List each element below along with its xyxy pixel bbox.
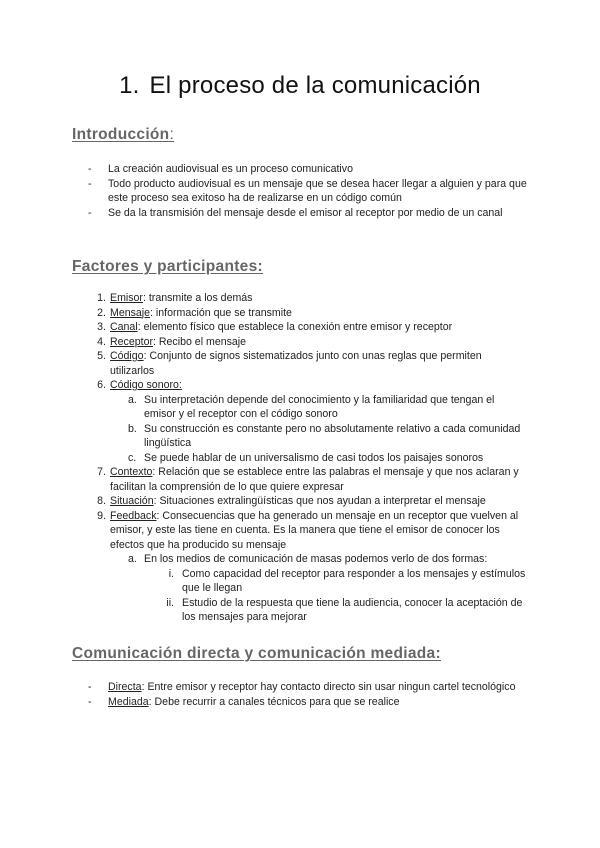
title-text: El proceso de la comunicación — [149, 72, 481, 99]
direct-heading-text: Comunicación directa y comunicación mediada: — [72, 645, 441, 662]
list-item: c. Se puede hablar de un universalismo de casi todos los paisajes sonoros — [128, 451, 484, 464]
direct-list — [88, 680, 528, 709]
list-item: - Se da la transmisión del mensaje desde el emisor al receptor por medio de un canal — [88, 206, 503, 219]
list-item: 1. Emisor: transmite a los demás — [97, 292, 253, 304]
list-item: a. En los medios de comunicación de masas podemos verlo de dos formas: — [128, 553, 488, 565]
title-number: 1. — [119, 72, 140, 99]
list-item: - Directa: Entre emisor y receptor hay contacto directo sin usar ningun cartel tecnológico — [88, 681, 516, 693]
list-item: 6. Código sonoro: — [97, 379, 182, 391]
list-item: ii. Estudio de la respuesta que tiene la audiencia, conocer la aceptación de los mensajes para mejorar — [166, 596, 523, 623]
list-item: i. Como capacidad del receptor para responder a los mensajes y estímulos que le llegan — [168, 567, 526, 594]
factors-heading-text: Factores y participantes: — [72, 258, 263, 275]
list-item: 5. Código: Conjunto de signos sistematizados junto con unas reglas que permiten utilizarlos — [97, 350, 482, 377]
list-item: - Todo producto audiovisual es un mensaje que se desea hacer llegar a alguien y para que este proceso sea exitoso ha de realizarse en un código común — [88, 177, 527, 204]
page-title — [0, 72, 600, 100]
list-item: b. Su construcción es constante pero no absolutamente relativo a cada comunidad lingüística — [128, 422, 521, 449]
intro-heading: Introducción: — [72, 126, 175, 143]
factors-heading — [72, 258, 263, 276]
intro-list — [88, 162, 528, 220]
list-item: 8. Situación: Situaciones extralingüísticas que nos ayudan a interpretar el mensaje — [97, 495, 486, 507]
list-item: 4. Receptor: Recibo el mensaje — [97, 335, 247, 348]
factors-list — [88, 291, 528, 625]
list-item: 3. Canal: elemento físico que establece la conexión entre emisor y receptor — [97, 321, 453, 333]
list-item: 2. Mensaje: información que se transmite — [97, 306, 292, 319]
list-item: 9. Feedback: Consecuencias que ha generado un mensaje en un receptor que vuelven al emisor, y este las tiene en cuenta. Es la manera que tiene el emisor de conocer los efectos que ha producido su mensaje — [97, 509, 519, 551]
list-item: a. Su interpretación depende del conocimiento y la familiaridad que tengan el emisor y el receptor con el código sonoro — [128, 393, 495, 420]
list-item: - La creación audiovisual es un proceso comunicativo — [88, 163, 353, 175]
list-item: - Mediada: Debe recurrir a canales técnicos para que se realice — [88, 695, 400, 708]
direct-heading — [72, 645, 441, 663]
intro-heading-text: Introducción — [72, 126, 170, 143]
list-item: 7. Contexto: Relación que se establece entre las palabras el mensaje y que nos aclaran y facilitan la comprensión de lo que quiere expresar — [97, 466, 519, 493]
